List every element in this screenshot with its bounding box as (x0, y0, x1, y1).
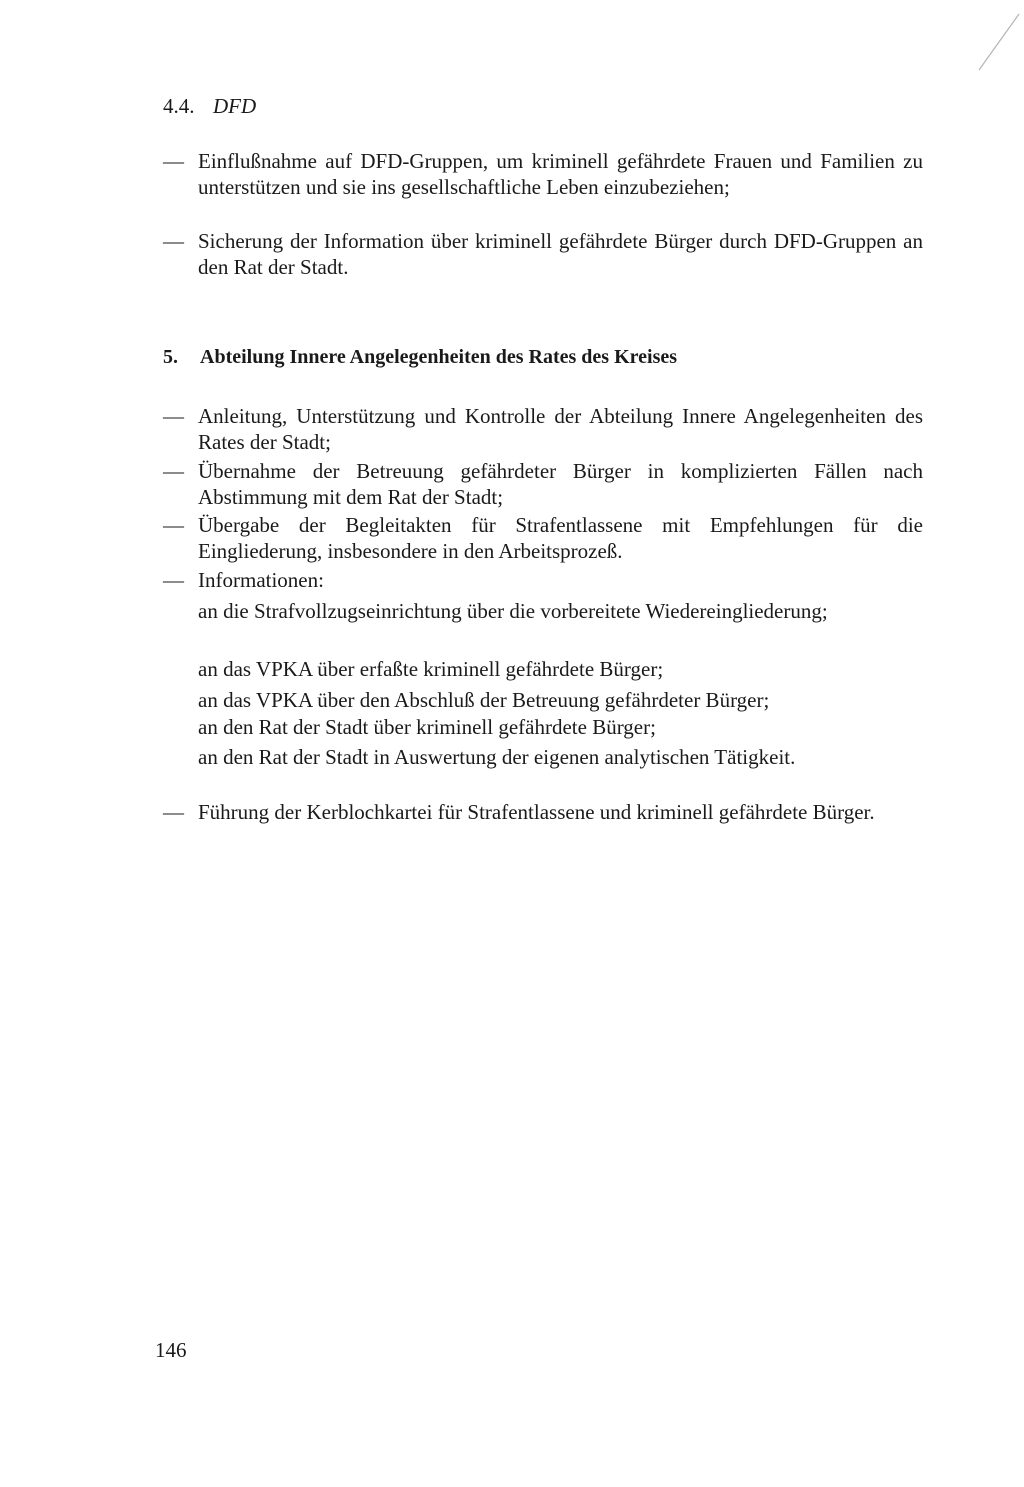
section-5-title: Abteilung Innere Angelegenheiten des Rates des Kreises (200, 346, 678, 368)
list-item (163, 512, 923, 564)
information-item: an den Rat der Stadt über kriminell gefährdete Bürger; (198, 715, 656, 739)
information-item: an das VPKA über den Abschluß der Betreuung gefährdeter Bürger; (198, 688, 770, 712)
bullet-dash: — (163, 568, 184, 592)
list-item-text: Einflußnahme auf DFD-Gruppen, um kriminell gefährdete Frauen und Familien zu unterstützen und sie ins gesellschaftliche Leben einzubeziehen; (198, 149, 923, 199)
bullet-dash: — (163, 459, 184, 483)
section-4-4-heading (163, 92, 256, 120)
bullet-dash: — (163, 800, 184, 824)
information-item: an das VPKA über erfaßte kriminell gefährdete Bürger; (198, 657, 664, 681)
list-item-text: Informationen: (198, 568, 324, 592)
section-5-heading (163, 343, 677, 371)
bullet-dash: — (163, 229, 184, 253)
bullet-dash: — (163, 513, 184, 537)
list-item (163, 228, 923, 280)
section-5-number: 5. (163, 346, 178, 368)
list-item-text: Übernahme der Betreuung gefährdeter Bürger in komplizierten Fällen nach Abstimmung mit dem Rat der Stadt; (198, 459, 923, 509)
page-corner-mark (975, 12, 1020, 72)
section-4-4-number: 4.4. (163, 94, 195, 118)
bullet-dash: — (163, 404, 184, 428)
list-item (163, 148, 923, 200)
list-item-text: Anleitung, Unterstützung und Kontrolle der Abteilung Innere Angelegenheiten des Rates der Stadt; (198, 404, 923, 454)
list-item-text: Sicherung der Information über kriminell gefährdete Bürger durch DFD-Gruppen an den Rat der Stadt. (198, 229, 923, 279)
information-item: an den Rat der Stadt in Auswertung der eigenen analytischen Tätigkeit. (198, 745, 796, 769)
list-item-text: Übergabe der Begleitakten für Strafentlassene mit Empfehlungen für die Eingliederung, insbesondere in den Arbeitsprozeß. (198, 513, 923, 563)
list-item (163, 567, 923, 593)
list-item (163, 403, 923, 455)
section-4-4-title: DFD (213, 94, 257, 118)
list-item (163, 799, 923, 825)
bullet-dash: — (163, 149, 184, 173)
list-item (163, 458, 923, 510)
page-number: 146 (155, 1338, 187, 1362)
information-item: an die Strafvollzugseinrichtung über die vorbereitete Wiedereingliederung; (198, 599, 828, 623)
list-item-text: Führung der Kerblochkartei für Strafentlassene und kriminell gefährdete Bürger. (198, 800, 875, 824)
